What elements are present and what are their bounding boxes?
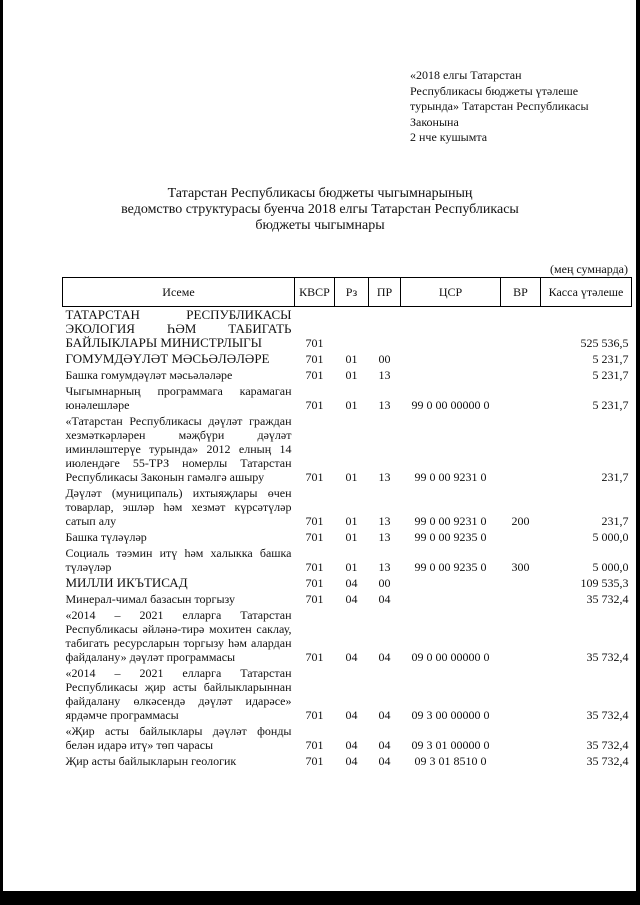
header-name: Исеме (63, 278, 295, 307)
approval-line: 2 нче кушымта (410, 130, 488, 144)
row-amount: 5 231,7 (592, 352, 629, 366)
row-amount: 35 732,4 (586, 738, 629, 752)
row-kvsr: 701 (305, 336, 324, 350)
approval-line: Законына (410, 114, 459, 129)
table-row (63, 591, 632, 607)
header-vr: ВР (501, 278, 541, 307)
row-rz: 01 (345, 368, 358, 382)
row-kvsr: 701 (305, 708, 324, 722)
approval-note (410, 68, 589, 146)
table-row (63, 529, 632, 545)
row-rz: 04 (345, 576, 358, 590)
row-pr: 13 (378, 398, 391, 412)
row-vr: 200 (511, 514, 530, 528)
row-vr (501, 575, 541, 591)
document-title (40, 186, 600, 234)
row-pr: 04 (378, 650, 391, 664)
row-rz (335, 307, 369, 352)
row-rz: 04 (345, 708, 358, 722)
row-amount: 5 231,7 (592, 368, 629, 382)
row-kvsr: 701 (305, 398, 324, 412)
row-csr: 99 0 00 00000 0 (411, 398, 490, 412)
table-row (63, 485, 632, 529)
row-kvsr: 701 (305, 576, 324, 590)
row-kvsr: 701 (305, 470, 324, 484)
row-amount: 5 000,0 (592, 530, 629, 544)
row-vr (501, 607, 541, 665)
row-amount: 35 732,4 (586, 592, 629, 606)
row-name: ТАТАРСТАН РЕСПУБЛИКАСЫ ЭКОЛОГИЯ ҺӘМ ТАБИГАТЬ БАЙЛЫКЛАРЫ МИНИСТРЛЫГЫ (65, 307, 292, 350)
row-rz: 01 (345, 560, 358, 574)
row-vr (501, 383, 541, 413)
table-row (63, 307, 632, 352)
row-name: Дәүләт (муниципаль) ихтыяҗлары өчен товарлар, эшләр һәм хезмәт күрсәтүләр сатып алу (65, 486, 292, 528)
row-amount: 5 000,0 (592, 560, 629, 574)
row-amount: 35 732,4 (586, 754, 629, 768)
table-row (63, 351, 632, 367)
row-kvsr: 701 (305, 368, 324, 382)
row-amount: 35 732,4 (586, 650, 629, 664)
row-rz: 01 (345, 352, 358, 366)
row-vr (501, 591, 541, 607)
scan-right-edge (636, 0, 640, 905)
approval-line: турында» Татарстан Республикасы (410, 99, 589, 113)
table-row (63, 607, 632, 665)
row-name: Чыгымнарның программага карамаган юнәлешләре (65, 384, 292, 412)
row-vr (501, 307, 541, 352)
row-pr: 13 (378, 560, 391, 574)
row-csr: 99 0 00 9231 0 (414, 514, 487, 528)
row-pr: 04 (378, 592, 391, 606)
row-kvsr: 701 (305, 650, 324, 664)
table-row (63, 723, 632, 753)
row-name: Минерал-чимал базасын торгызу (65, 592, 236, 606)
scan-left-edge (0, 0, 3, 905)
row-vr (501, 367, 541, 383)
row-csr: 09 3 00 00000 0 (411, 708, 490, 722)
row-pr: 13 (378, 470, 391, 484)
table-row (63, 367, 632, 383)
title-line: ведомство структурасы буенча 2018 елгы Татарстан Республикасы (121, 202, 519, 217)
budget-table (62, 277, 632, 769)
header-pr: ПР (369, 278, 401, 307)
row-pr: 13 (378, 530, 391, 544)
row-name: Башка түләүләр (65, 530, 147, 544)
row-kvsr: 701 (305, 352, 324, 366)
row-amount: 525 536,5 (580, 336, 629, 350)
row-amount: 109 535,3 (580, 576, 629, 590)
row-amount: 5 231,7 (592, 398, 629, 412)
row-amount: 35 732,4 (586, 708, 629, 722)
row-pr: 04 (378, 708, 391, 722)
table-row (63, 575, 632, 591)
title-line: Татарстан Республикасы бюджеты чыгымнарының (167, 186, 473, 201)
row-pr: 13 (378, 514, 391, 528)
header-kvsr: КВСР (295, 278, 335, 307)
header-kassa: Касса үтәлеше (541, 278, 632, 307)
row-rz: 01 (345, 398, 358, 412)
row-name: Социаль тәэмин итү һәм халыкка башка түләүләр (65, 546, 292, 574)
row-pr: 04 (378, 754, 391, 768)
row-amount: 231,7 (601, 514, 629, 528)
row-vr (501, 413, 541, 485)
row-rz: 04 (345, 738, 358, 752)
row-csr (401, 591, 501, 607)
row-csr: 99 0 00 9231 0 (414, 470, 487, 484)
row-rz: 04 (345, 592, 358, 606)
row-vr (501, 529, 541, 545)
approval-line: «2018 елгы Татарстан (410, 68, 522, 82)
row-name: «Җир асты байлыклары дәүләт фонды белән идарә итү» төп чарасы (65, 724, 292, 752)
row-rz: 01 (345, 530, 358, 544)
row-kvsr: 701 (305, 738, 324, 752)
table-row (63, 383, 632, 413)
table-row (63, 753, 632, 769)
scan-bottom-edge (0, 891, 640, 905)
row-pr: 00 (378, 576, 391, 590)
row-pr: 13 (378, 368, 391, 382)
header-rz: Рз (335, 278, 369, 307)
row-name: «2014 – 2021 елларга Татарстан Республикасы әйләнә-тирә мохитен саклау, табигать ресурсларын торгызу һәм алардан файдалану» дәүләт программасы (65, 608, 292, 664)
row-name: Башка гомумдәүләт мәсьәләләре (65, 368, 233, 382)
row-name: «2014 – 2021 елларга Татарстан Республикасы җир асты байлыкларыннан файдалану өлкәсендә дәүләт идарәсе» ярдәмче программасы (65, 666, 292, 722)
row-csr (401, 575, 501, 591)
row-csr: 99 0 00 9235 0 (414, 560, 487, 574)
row-csr: 99 0 00 9235 0 (414, 530, 487, 544)
row-csr: 09 3 01 00000 0 (411, 738, 490, 752)
row-vr: 300 (511, 560, 530, 574)
row-rz: 04 (345, 754, 358, 768)
units-note: (мең сумнарда) (550, 262, 628, 276)
row-kvsr: 701 (305, 514, 324, 528)
row-vr (501, 753, 541, 769)
row-rz: 01 (345, 514, 358, 528)
row-csr: 09 3 01 8510 0 (414, 754, 487, 768)
row-csr (401, 351, 501, 367)
table-row (63, 413, 632, 485)
row-vr (501, 351, 541, 367)
row-name: Җир асты байлыкларын геологик (65, 754, 237, 768)
row-pr: 04 (378, 738, 391, 752)
row-rz: 04 (345, 650, 358, 664)
row-kvsr: 701 (305, 560, 324, 574)
row-kvsr: 701 (305, 754, 324, 768)
row-csr (401, 307, 501, 352)
row-name: ГОМУМДӘҮЛӘТ МӘСЬӘЛӘЛӘРЕ (65, 351, 270, 366)
row-vr (501, 665, 541, 723)
row-name: «Татарстан Республикасы дәүләт граждан хезмәткәрләрен мәҗбүри дәүләт иминләштерүе турында» 2012 елның 14 июлендәге 55-ТРЗ номерлы Татарстан Республикасы Законын гамәлгә ашыру (65, 414, 292, 484)
row-vr (501, 723, 541, 753)
row-rz: 01 (345, 470, 358, 484)
row-pr: 00 (378, 352, 391, 366)
table-row (63, 665, 632, 723)
row-csr: 09 0 00 00000 0 (411, 650, 490, 664)
table-header-row (63, 278, 632, 307)
row-name: МИЛЛИ ИКЪТИСАД (65, 575, 188, 590)
header-csr: ЦСР (401, 278, 501, 307)
row-kvsr: 701 (305, 530, 324, 544)
row-pr (369, 307, 401, 352)
table-row (63, 545, 632, 575)
approval-line: Республикасы бюджеты үтәлеше (410, 83, 579, 98)
row-csr (401, 367, 501, 383)
title-line: бюджеты чыгымнары (255, 218, 385, 233)
row-amount: 231,7 (601, 470, 629, 484)
row-kvsr: 701 (305, 592, 324, 606)
